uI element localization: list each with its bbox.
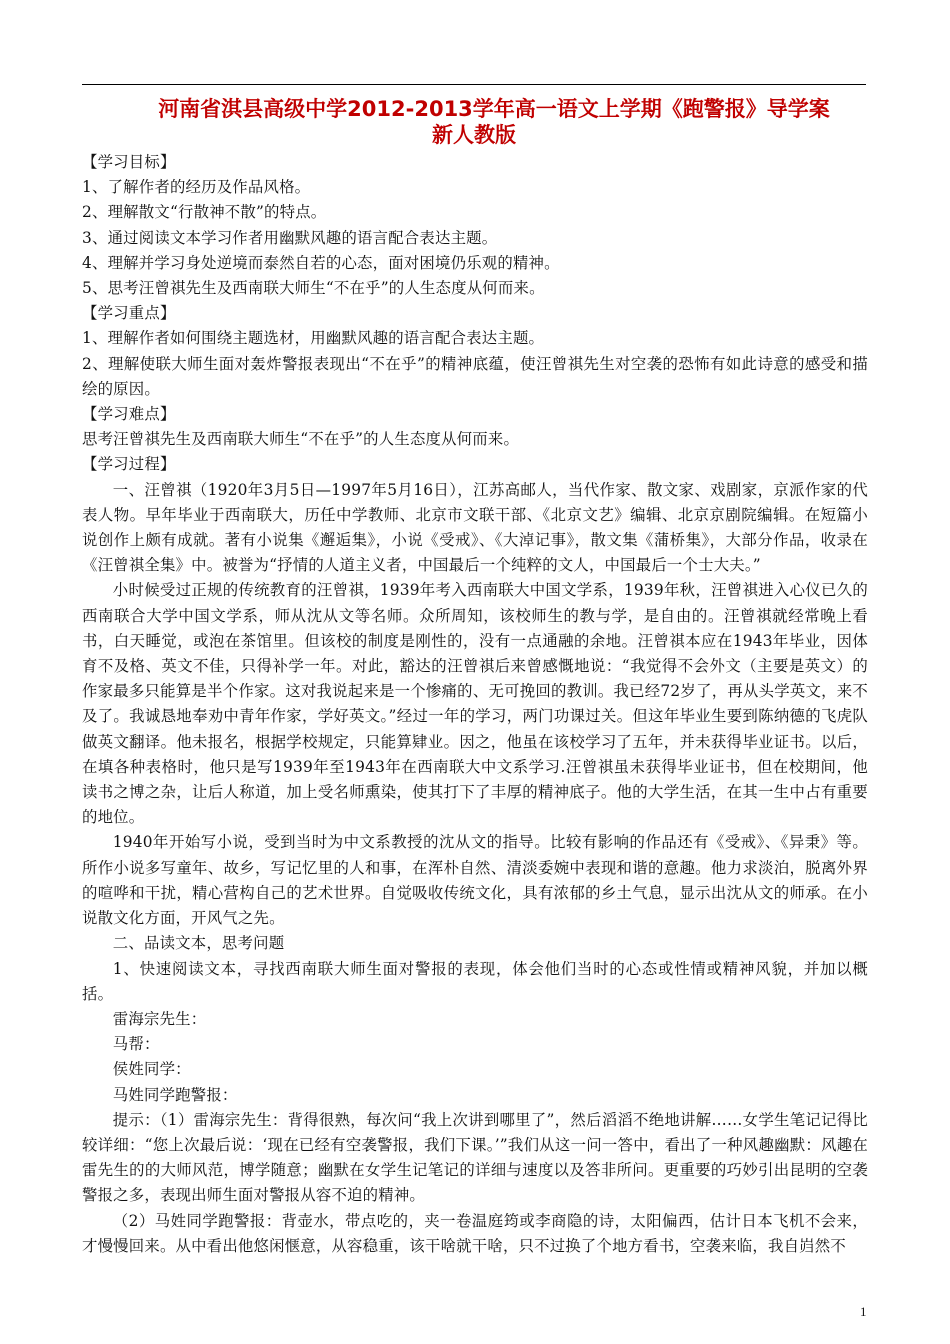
document-title: 河南省淇县高级中学2012-2013学年高一语文上学期《跑警报》导学案 (158, 97, 830, 121)
hint-paragraph: （2）马姓同学跑警报：背壶水，带点吃的，夹一卷温庭筠或李商隐的诗，太阳偏西，估计日本飞机不会来，才慢慢回来。从中看出他悠闲惬意，从容稳重，该干啥就干啥，只不过换了个地方看书，空袭来临，我自岿然不 (82, 1211, 868, 1255)
answer-label: 侯姓同学： (112, 1060, 191, 1079)
hint-paragraph: 提示：（1）雷海宗先生：背得很熟，每次问“我上次讲到哪里了”，然后滔滔不绝地讲解……女学生笔记记得比较详细：“您上次最后说：‘现在已经有空袭警报，我们下课。’”我们从这一问一答中，看出了一种风趣幽默：风趣在雷先生的的大师风范，博学随意；幽默在女学生记笔记的详细与速度以及答非所问。更重要的巧妙引出昆明的空袭警报之多，表现出师生面对警报从容不迫的精神。 (82, 1110, 868, 1205)
goal-item: 5、思考汪曾祺先生及西南联大师生“不在乎”的人生态度从何而来。 (82, 279, 545, 298)
goal-item: 3、通过阅读文本学习作者用幽默风趣的语言配合表达主题。 (82, 228, 498, 247)
answer-label: 马帮： (112, 1035, 160, 1054)
education-paragraph: 小时候受过正规的传统教育的汪曾祺，1939年考入西南联大中国文学系，1939年秋，汪曾祺进入心仪已久的西南联合大学中国文学系，师从沈从文等名师。众所周知，该校师生的教与学，是自由的。汪曾祺就经常晚上看书，白天睡觉，或泡在茶馆里。但该校的制度是刚性的，没有一点通融的余地。汪曾祺本应在1943年毕业，因体育不及格、英文不佳，只得补学一年。对此，豁达的汪曾祺后来曾感慨地说：“我觉得不会外文（主要是英文）的作家最多只能算是半个作家。这对我说起来是一个惨痛的、无可挽回的教训。我已经72岁了，再从头学英文，来不及了。我诚恳地奉劝中青年作家，学好英文。”经过一年的学习，两门功课过关。但这年毕业生要到陈纳德的飞虎队做英文翻译。他未报名，根据学校规定，只能算肄业。因之，他虽在该校学习了五年，并未获得毕业证书。以后，在填各种表格时，他只是写1939年至1943年在西南联大中文系学习.汪曾祺虽未获得毕业证书，但在校期间，他读书之博之杂，让后人称道，加上受名师熏染，使其打下了丰厚的精神底子。他的大学生活，在其一生中占有重要的地位。 (82, 581, 868, 827)
document-subtitle: 新人教版 (432, 123, 516, 147)
document-body (82, 150, 868, 1259)
goal-item: 1、了解作者的经历及作品风格。 (82, 178, 311, 197)
section-two-heading: 二、品读文本，思考问题 (112, 934, 285, 953)
focus-item: 1、理解作者如何围绕主题选材，用幽默风趣的语言配合表达主题。 (82, 329, 545, 348)
difficulty-text: 思考汪曾祺先生及西南联大师生“不在乎”的人生态度从何而来。 (82, 430, 520, 449)
focus-heading: 【学习重点】 (82, 304, 176, 323)
goal-item: 4、理解并学习身处逆境而泰然自若的心态，面对困境仍乐观的精神。 (82, 253, 560, 272)
focus-item: 2、理解使联大师生面对轰炸警报表现出“不在乎”的精神底蕴，使汪曾祺先生对空袭的恐怖有如此诗意的感受和描绘的原因。 (82, 354, 868, 398)
page-number: 1 (860, 1304, 867, 1319)
process-heading: 【学习过程】 (82, 455, 176, 474)
answer-label: 马姓同学跑警报： (112, 1085, 238, 1104)
difficulty-heading: 【学习难点】 (82, 405, 176, 424)
goal-item: 2、理解散文“行散神不散”的特点。 (82, 203, 327, 222)
goals-heading: 【学习目标】 (82, 153, 176, 171)
answer-label: 雷海宗先生： (112, 1009, 207, 1028)
author-bio-paragraph: 一、汪曾祺（1920年3月5日—1997年5月16日），江苏高邮人，当代作家、散文家、戏剧家，京派作家的代表人物。早年毕业于西南联大，历任中学教师、北京市文联干部、《北京文艺》编辑、北京京剧院编辑。在短篇小说创作上颇有成就。著有小说集《邂逅集》，小说《受戒》、《大淖记事》，散文集《蒲桥集》，大部分作品，收录在《汪曾祺全集》中。被誉为“抒情的人道主义者，中国最后一个纯粹的文人，中国最后一个士大夫。” (82, 480, 868, 575)
question-one: 1、快速阅读文本，寻找西南联大师生面对警报的表现，体会他们当时的心态或性情或精神风貌，并加以概括。 (82, 959, 868, 1003)
writing-career-paragraph: 1940年开始写小说，受到当时为中文系教授的沈从文的指导。比较有影响的作品还有《受戒》、《异秉》等。所作小说多写童年、故乡，写记忆里的人和事，在浑朴自然、清淡委婉中表现和谐的意趣。他力求淡泊，脱离外界的喧哗和干扰，精心营构自己的艺术世界。自觉吸收传统文化，具有浓郁的乡土气息，显示出沈从文的师承。在小说散文化方面，开风气之先。 (82, 833, 868, 928)
header-rule (82, 84, 866, 85)
